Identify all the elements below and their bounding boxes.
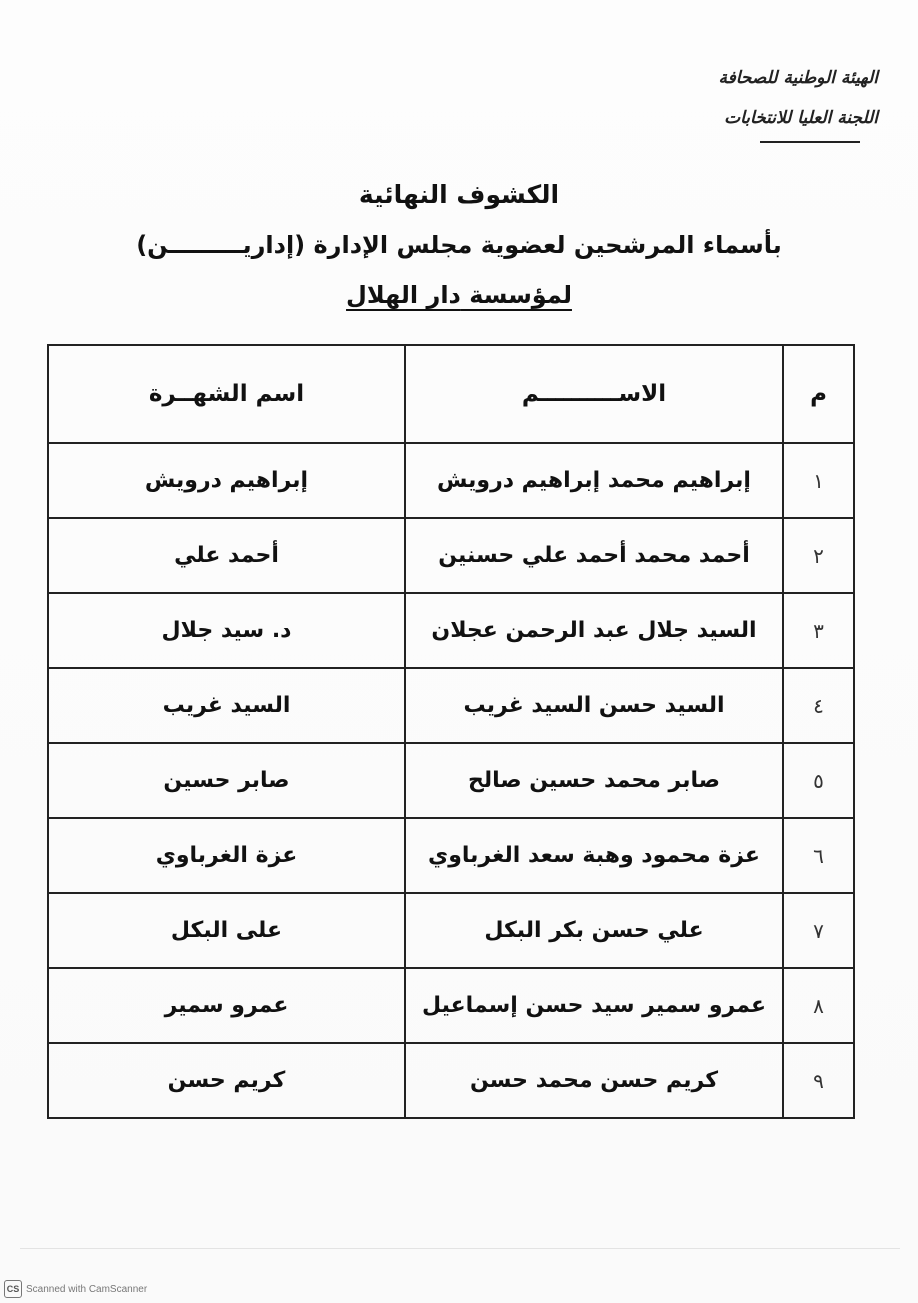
header-fame: اسم الشهــرة [48,345,405,443]
table-header-row [48,345,854,443]
title-line-1: الكشوف النهائية [358,180,560,209]
table-row [48,443,854,518]
table-row [48,518,854,593]
table-row [48,668,854,743]
footer-divider [20,1248,900,1249]
row-fame: أحمد علي [48,518,405,593]
row-num: ٧ [783,893,854,968]
row-name: عزة محمود وهبة سعد الغرباوي [405,818,783,893]
issuer-line-2: اللجنة العليا للانتخابات [724,108,878,128]
row-name: إبراهيم محمد إبراهيم درويش [405,443,783,518]
scanner-text: Scanned with CamScanner [26,1283,148,1295]
camscanner-icon: CS [4,1280,22,1298]
row-num: ٥ [783,743,854,818]
title-line-2: بأسماء المرشحين لعضوية مجلس الإدارة (إداريـــــــــن) [136,231,782,259]
row-num: ٣ [783,593,854,668]
row-name: كريم حسن محمد حسن [405,1043,783,1118]
title-line-3 [0,270,918,320]
title-line-3-institution: دار الهلال [346,281,461,309]
table-row [48,1043,854,1118]
header-num: م [783,345,854,443]
row-name: السيد جلال عبد الرحمن عجلان [405,593,783,668]
row-fame: على البكل [48,893,405,968]
row-fame: عزة الغرباوي [48,818,405,893]
row-fame: عمرو سمير [48,968,405,1043]
row-num: ٢ [783,518,854,593]
row-name: عمرو سمير سيد حسن إسماعيل [405,968,783,1043]
row-num: ١ [783,443,854,518]
table-row [48,968,854,1043]
scanner-watermark [4,1280,147,1298]
table-row [48,818,854,893]
row-fame: صابر حسين [48,743,405,818]
candidates-table-container [47,344,853,1119]
row-name: صابر محمد حسين صالح [405,743,783,818]
row-num: ٦ [783,818,854,893]
row-name: علي حسن بكر البكل [405,893,783,968]
candidates-table [47,344,855,1119]
header-name: الاســــــــــم [405,345,783,443]
row-num: ٤ [783,668,854,743]
row-fame: السيد غريب [48,668,405,743]
row-num: ٩ [783,1043,854,1118]
row-fame: كريم حسن [48,1043,405,1118]
table-row [48,743,854,818]
row-name: السيد حسن السيد غريب [405,668,783,743]
table-row [48,593,854,668]
table-row [48,893,854,968]
issuer-underline [760,141,860,143]
title-line-3-prefix: لمؤسسة [460,281,572,309]
document-title [0,170,918,320]
row-fame: د. سيد جلال [48,593,405,668]
row-num: ٨ [783,968,854,1043]
row-fame: إبراهيم درويش [48,443,405,518]
issuer-line-1: الهيئة الوطنية للصحافة [718,68,878,88]
row-name: أحمد محمد أحمد علي حسنين [405,518,783,593]
issuer-header [668,58,878,138]
